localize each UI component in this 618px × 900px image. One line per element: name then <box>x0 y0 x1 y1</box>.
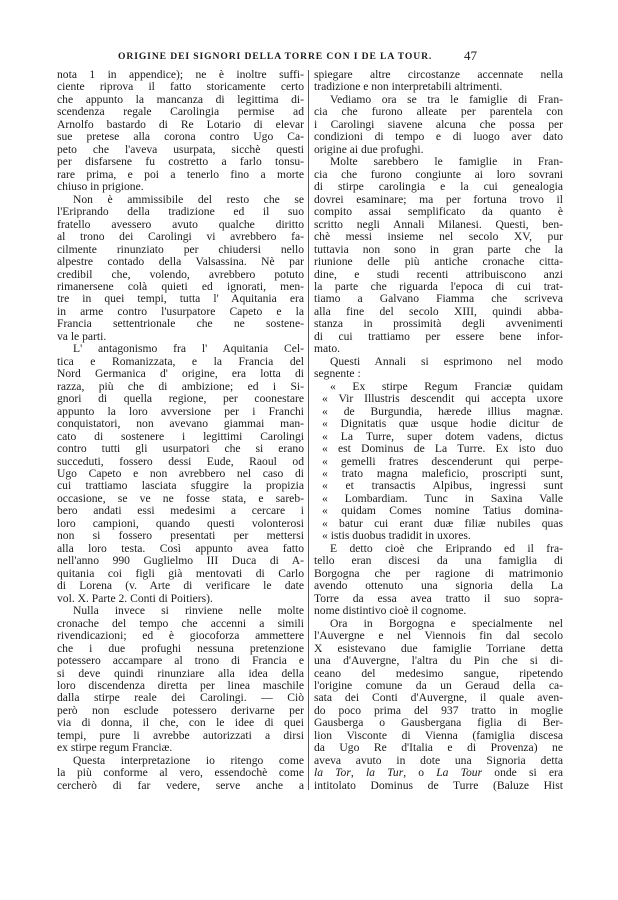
paragraph <box>57 755 304 792</box>
text-line: Arnolfo bastardo di Re Lotario di elevar <box>57 117 304 131</box>
text-line: via di donna, il che, con le idee di quei <box>57 716 304 730</box>
text-line: al trono dei Carolingi vi avrebbero fa- <box>57 230 304 244</box>
text-line: credibil che, volendo, avrebbero potuto <box>57 267 304 281</box>
text-line: che appunto la mancanza di legittima di- <box>57 92 304 106</box>
left-column <box>57 69 304 792</box>
text-line: Vediamo ora se tra le famiglie di Fran- <box>330 92 563 106</box>
text-line: succeduti, fossero dessi Eude, Raoul od <box>57 454 304 468</box>
text-line: va le parti. <box>57 329 107 343</box>
text-line: intitolato Dominus de Turre (Baluze Hist <box>314 778 563 792</box>
text-line: tuttavia non sono in gran parte che la <box>314 242 563 256</box>
text-line: una d'Auvergne, l'altra du Pin che si di- <box>314 654 563 668</box>
text-line: Questi Annali si esprimono nel modo <box>330 354 563 368</box>
column-divider <box>308 70 309 790</box>
text-line: loro discendenza diretta per linea maschile <box>57 678 304 692</box>
text-line: rimanersene colà quieti ed ignorati, men- <box>57 279 304 293</box>
text-line: nota 1 in appendice); ne è inoltre suffi- <box>57 68 304 81</box>
text-line: ceano del medesimo sangue, ripetendo <box>314 666 563 680</box>
paragraph <box>57 343 304 605</box>
text-line: sata dei Conti d'Auvergne, il quale aven- <box>314 691 563 705</box>
text-line: potessero accampare al trono di Francia e <box>57 654 304 668</box>
text-line: « Vir Illustris descendit qui accepta uxore <box>322 392 563 406</box>
text-line: l'origine comune da un Geraud della ca- <box>314 678 563 692</box>
text-line: lion Visconte di Vienna (famiglia discesa <box>314 728 563 742</box>
text-line: alla fine del secolo XIII, quindi abba- <box>314 304 563 318</box>
text-line: cilmente rinunziato per chiudersi nello <box>57 242 304 256</box>
text-line: Borgogna che per ragione di matrimonio <box>314 566 563 580</box>
text-line: aveva avuto in dote una Signoria detta <box>314 753 563 767</box>
text-line: fratello avessero avuto qualche diritto <box>57 217 304 231</box>
text-line: L' antagonismo fra l' Aquitania Cel- <box>73 342 304 356</box>
text-line: scendenza regale Carolingia permise ad <box>57 105 304 119</box>
italic-text: La Tour <box>436 766 483 780</box>
text-line: appunto la loro avversione per i Franchi <box>57 404 304 418</box>
text-line: tradizione e non interpretabili altrimenti. <box>314 80 503 94</box>
text-line: « Lombardiam. Tunc in Saxina Valle <box>322 491 563 505</box>
text-line: l'Auvergne e nel Viennois fin dal secolo <box>314 629 563 643</box>
text-line: rivendicazioni; ed è giocoforza ammettere <box>57 629 304 643</box>
paragraph <box>57 605 304 755</box>
text-line: l'Eriprando della tradizione ed il suo <box>57 205 304 219</box>
text-line: Torre da essa avea tratto il suo sopra- <box>314 591 563 605</box>
text-line: loro campioni, quando questi volonterosi <box>57 516 304 530</box>
text-line: Francia settentrionale che ne sostene- <box>57 317 304 331</box>
text-line <box>314 767 563 779</box>
text-line: « Dignitatis quæ usque hodie dicitur de <box>322 417 563 431</box>
text-line: « de Burgundia, hærede illius magnæ. <box>322 404 563 418</box>
text-line: « est Dominus de La Turre. Ex isto duo <box>322 442 563 456</box>
text-segment: onde si era <box>482 766 564 780</box>
text-line: segnente : <box>314 367 361 381</box>
text-line: occasione, se ve ne fosse stata, e sareb- <box>57 491 304 505</box>
text-line: condizioni di tempo e di luogo aver dato <box>314 130 563 144</box>
text-line: cia che furono alleate per parentela con <box>314 105 563 119</box>
text-line: bero andati essi medesimi a cercare i <box>57 504 304 518</box>
running-title: ORIGINE DEI SIGNORI DELLA TORRE CON I DE LA TOUR. <box>118 51 433 62</box>
text-line: gnori di quella regione, per coonestare <box>57 392 304 406</box>
text-line: contro tutti gli usurpatori che si erano <box>57 442 304 456</box>
text-line: « La Turre, super dotem vadens, dictus <box>322 429 563 443</box>
text-line: razza, più che di ambizione; ed i Si- <box>57 379 304 393</box>
text-line: in arme contro l'usurpatore Capeto e la <box>57 304 304 318</box>
text-line: ex stirpe regum Franciæ. <box>57 741 173 755</box>
text-line: chè messi insieme nel secolo XV, pur <box>314 230 563 244</box>
paragraph <box>314 381 563 543</box>
text-line: da Ugo Re d'Italia e di Provenza) ne <box>314 741 563 755</box>
paragraph <box>314 618 563 793</box>
text-line: cui trattiamo lasciata sfuggire la propizia <box>57 479 304 493</box>
text-line: dalla stirpe reale dei Carolingi. — Ciò <box>57 691 304 705</box>
text-line: X esistevano due famiglie Torriane detta <box>314 641 563 655</box>
text-line: la più conforme al vero, essendochè come <box>57 766 304 780</box>
italic-text: la Tor <box>314 766 351 780</box>
text-line: cronache del tempo che accenni a simili <box>57 616 304 630</box>
text-line: « quidam Comes nomine Tatius domina- <box>322 504 563 518</box>
text-line: cato di sostenere i legittimi Carolingi <box>57 429 304 443</box>
text-line: sue pretese alla corona contro Ugo Ca- <box>57 130 304 144</box>
text-line: però non esclude potessero derivarne per <box>57 703 304 717</box>
text-line: tica e Romanizzata, e la Francia del <box>57 354 304 368</box>
text-line: dovrei esaminare; ma per fortuna trovo il <box>314 192 563 206</box>
text-line: Non è ammissibile del resto che se <box>73 192 304 206</box>
text-line: avendo ottenuto una signoria della La <box>314 579 563 593</box>
text-line: vol. X. Parte 2. Conti di Poitiers). <box>57 591 213 605</box>
text-line: che i due profughi nessuna pretenzione <box>57 641 304 655</box>
text-segment: , <box>350 766 366 780</box>
text-line: non si fossero presentati per mettersi <box>57 529 304 543</box>
paragraph <box>57 69 304 194</box>
text-line: per disfarsene fu costretto a farlo tonsu- <box>57 155 304 169</box>
text-line: di stirpe carolingia e la cui genealogia <box>314 180 563 194</box>
text-line: « istis duobus tradidit in uxores. <box>322 529 471 543</box>
text-line: tempi, pure li avrebbe autorizzati a dirsi <box>57 728 304 742</box>
text-line: do poco prima del 937 tratto in moglie <box>314 703 563 717</box>
paragraph <box>314 69 563 94</box>
text-line: conquistatori, non avevano giammai man- <box>57 417 304 431</box>
text-line: alla loro testa. Così appunto avea fatto <box>57 541 304 555</box>
text-line: cercherò di far vedere, serve anche a <box>57 778 304 792</box>
text-line: compito assai semplificato da quanto è <box>314 205 563 219</box>
right-column <box>314 69 563 792</box>
paragraph <box>314 356 563 381</box>
text-line: Nord Germanica d' origine, era lotta di <box>57 367 304 381</box>
text-line: peto che l'aveva usurpata, sicchè questi <box>57 142 304 156</box>
text-line: Questa interpretazione io ritengo come <box>73 753 304 767</box>
italic-text: la Tur <box>365 766 404 780</box>
text-line: scritto negli Annali Milanesi. Questi, ben- <box>314 217 563 231</box>
text-line: Gausberga o Gausbergana figlia di Ber- <box>314 716 563 730</box>
text-line: chiuso in prigione. <box>57 180 144 194</box>
page-number: 47 <box>464 48 477 63</box>
text-line: Molte sarebbero le famiglie in Fran- <box>330 155 563 169</box>
text-line: Ugo Capeto e non avrebbero nel caso di <box>57 467 304 480</box>
text-line: quitania coi figli già mentovati di Carlo <box>57 566 304 580</box>
text-line: tello eran discesi da una famiglia di <box>314 554 563 568</box>
text-line: cia che furono congiunte ai loro sovrani <box>314 167 563 181</box>
text-line: Nulla invece si rinviene nelle molte <box>73 604 304 618</box>
text-line: origine ai due profughi. <box>314 142 424 156</box>
paragraph <box>314 156 563 356</box>
text-line: riunione delle più antiche cronache citta- <box>314 255 563 269</box>
text-line: di cui trattiamo per essere bene infor- <box>314 329 563 343</box>
text-line: nell'anno 990 Guglielmo III Duca di A- <box>57 554 304 568</box>
text-line: « Ex stirpe Regum Franciæ quidam <box>330 379 563 393</box>
text-line: Ora in Borgogna e specialmente nel <box>330 616 563 630</box>
text-line: « gemelli fratres descenderunt qui perpe- <box>322 454 563 468</box>
text-line: spiegare altre circostanze accennate nella <box>314 68 563 81</box>
text-line: alpestre contado della Valsassina. Nè par <box>57 255 304 269</box>
text-line: « et transactis Alpibus, ingressi sunt <box>322 479 563 493</box>
text-line: dine, e studi recenti attribuiscono anzi <box>314 267 563 281</box>
text-line: stanza in prossimità degli avvenimenti <box>314 317 563 331</box>
text-line: rare prima, e poi a tenerlo fino a morte <box>57 167 304 181</box>
text-line: ciente riprova il fatto storicamente certo <box>57 80 304 94</box>
text-line: mato. <box>314 342 341 356</box>
paragraph <box>314 94 563 156</box>
text-segment: , o <box>403 766 437 780</box>
text-line: nome distintivo cioè il cognome. <box>314 604 467 618</box>
text-line: tiamo a Galvano Fiamma che scriveva <box>314 292 563 306</box>
text-line: i Carolingi siavene alcuna che possa per <box>314 117 563 131</box>
text-line: tre in quei tempi, tutta l' Aquitania era <box>57 292 304 306</box>
text-line: si deve quindi rinunziare alla idea della <box>57 666 304 680</box>
paragraph <box>57 194 304 344</box>
text-line: E detto cioè che Eriprando ed il fra- <box>330 541 563 555</box>
text-line: « batur cui erant duæ filiæ nubiles quas <box>322 516 563 530</box>
text-line: la parte che riguarda l'epoca di cui trat- <box>314 279 563 293</box>
text-line: di Lorena (v. Arte di verificare le date <box>57 579 304 593</box>
paragraph <box>314 543 563 618</box>
text-line: « trato magna maleficio, proscripti sunt, <box>322 467 563 480</box>
